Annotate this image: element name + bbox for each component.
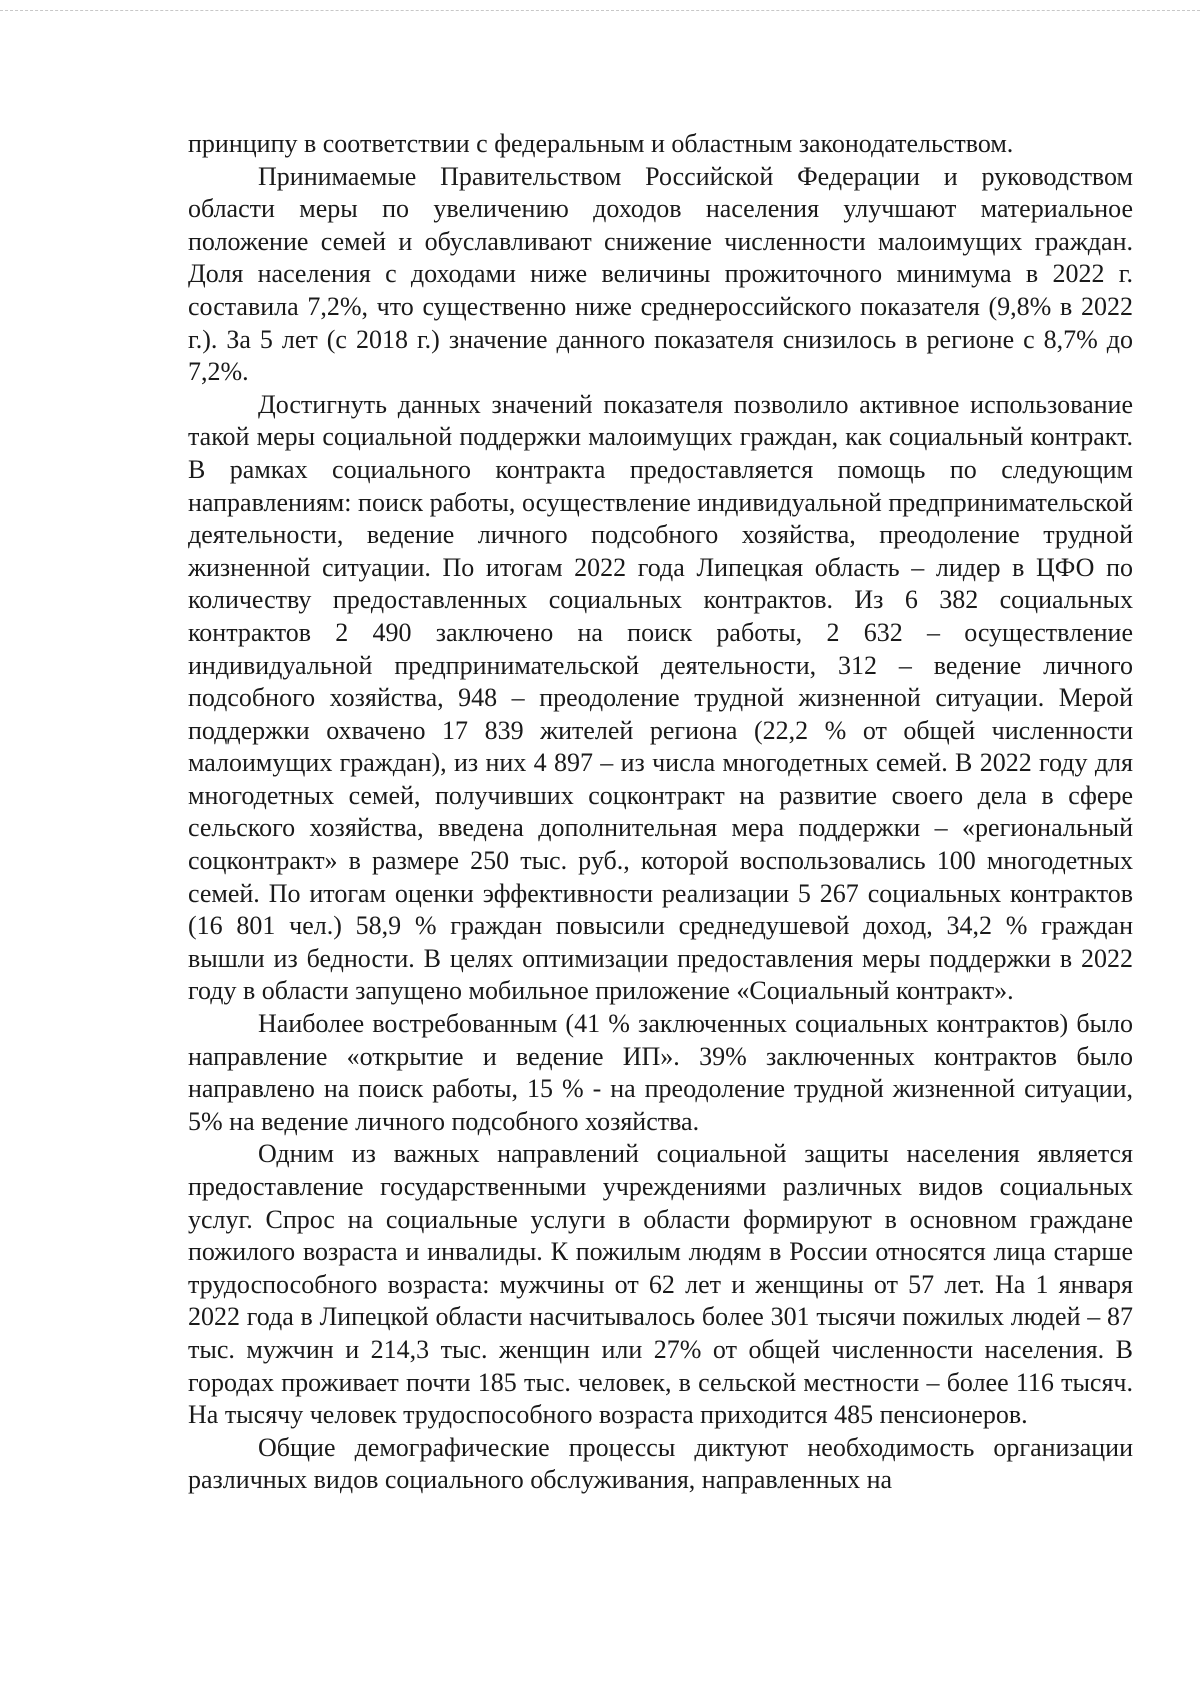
paragraph-social-contract: Достигнуть данных значений показателя позволило активное использование такой меры социальной поддержки малоимущих граждан, как социальный контракт. В рамках социального контракта предоставляется помощь по следующим направлениям: поиск работы, осуществление индивидуальной предпринимательской деятельности, ведение личного подсобного хозяйства, преодоление трудной жизненной ситуации. По итогам 2022 года Липецкая область – лидер в ЦФО по количеству предоставленных социальных контрактов. Из 6 382 социальных контрактов 2 490 заключено на поиск работы, 2 632 – осуществление индивидуальной предпринимательской деятельности, 312 – ведение личного подсобного хозяйства, 948 – преодоление трудной жизненной ситуации. Мерой поддержки охвачено 17 839 жителей региона (22,2 % от общей численности малоимущих граждан), из них 4 897 – из числа многодетных семей. В 2022 году для многодетных семей, получивших соцконтракт на развитие своего дела в сфере сельского хозяйства, введена дополнительная мера поддержки – «региональный соцконтракт» в размере 250 тыс. руб., которой воспользовались 100 многодетных семей. По итогам оценки эффективности реализации 5 267 социальных контрактов (16 801 чел.) 58,9 % граждан повысили среднедушевой доход, 34,2 % граждан вышли из бедности. В целях оптимизации предоставления меры поддержки в 2022 году в области запущено мобильное приложение «Социальный контракт». [188, 389, 1133, 1006]
scan-edge-line [0, 10, 1200, 11]
paragraph-continuation: принципу в соответствии с федеральным и областным законодательством. [188, 129, 1014, 158]
document-body [188, 128, 1133, 1497]
paragraph-demographic-processes: Общие демографические процессы диктуют необходимость организации различных видов социального обслуживания, направленных на [188, 1432, 1133, 1495]
paragraph-social-services: Одним из важных направлений социальной защиты населения является предоставление государственными учреждениями различных видов социальных услуг. Спрос на социальные услуги в области формируют в основном граждане пожилого возраста и инвалиды. К пожилым людям в России относятся лица старше трудоспособного возраста: мужчины от 62 лет и женщины от 57 лет. На 1 января 2022 года в Липецкой области насчитывалось более 301 тысячи пожилых людей – 87 тыс. мужчин и 214,3 тыс. женщин или 27% от общей численности населения. В городах проживает почти 185 тыс. человек, в сельской местности – более 116 тысяч. На тысячу человек трудоспособного возраста приходится 485 пенсионеров. [188, 1139, 1133, 1430]
paragraph-contract-directions: Наиболее востребованным (41 % заключенных социальных контрактов) было направление «открытие и ведение ИП». 39% заключенных контрактов было направлено на поиск работы, 15 % - на преодоление трудной жизненной ситуации, 5% на ведение личного подсобного хозяйства. [188, 1009, 1133, 1136]
paragraph-income-measures: Принимаемые Правительством Российской Федерации и руководством области меры по увеличению доходов населения улучшают материальное положение семей и обуславливают снижение численности малоимущих граждан. Доля населения с доходами ниже величины прожиточного минимума в 2022 г. составила 7,2%, что существенно ниже среднероссийского показателя (9,8% в 2022 г.). За 5 лет (с 2018 г.) значение данного показателя снизилось в регионе с 8,7% до 7,2%. [188, 161, 1133, 387]
